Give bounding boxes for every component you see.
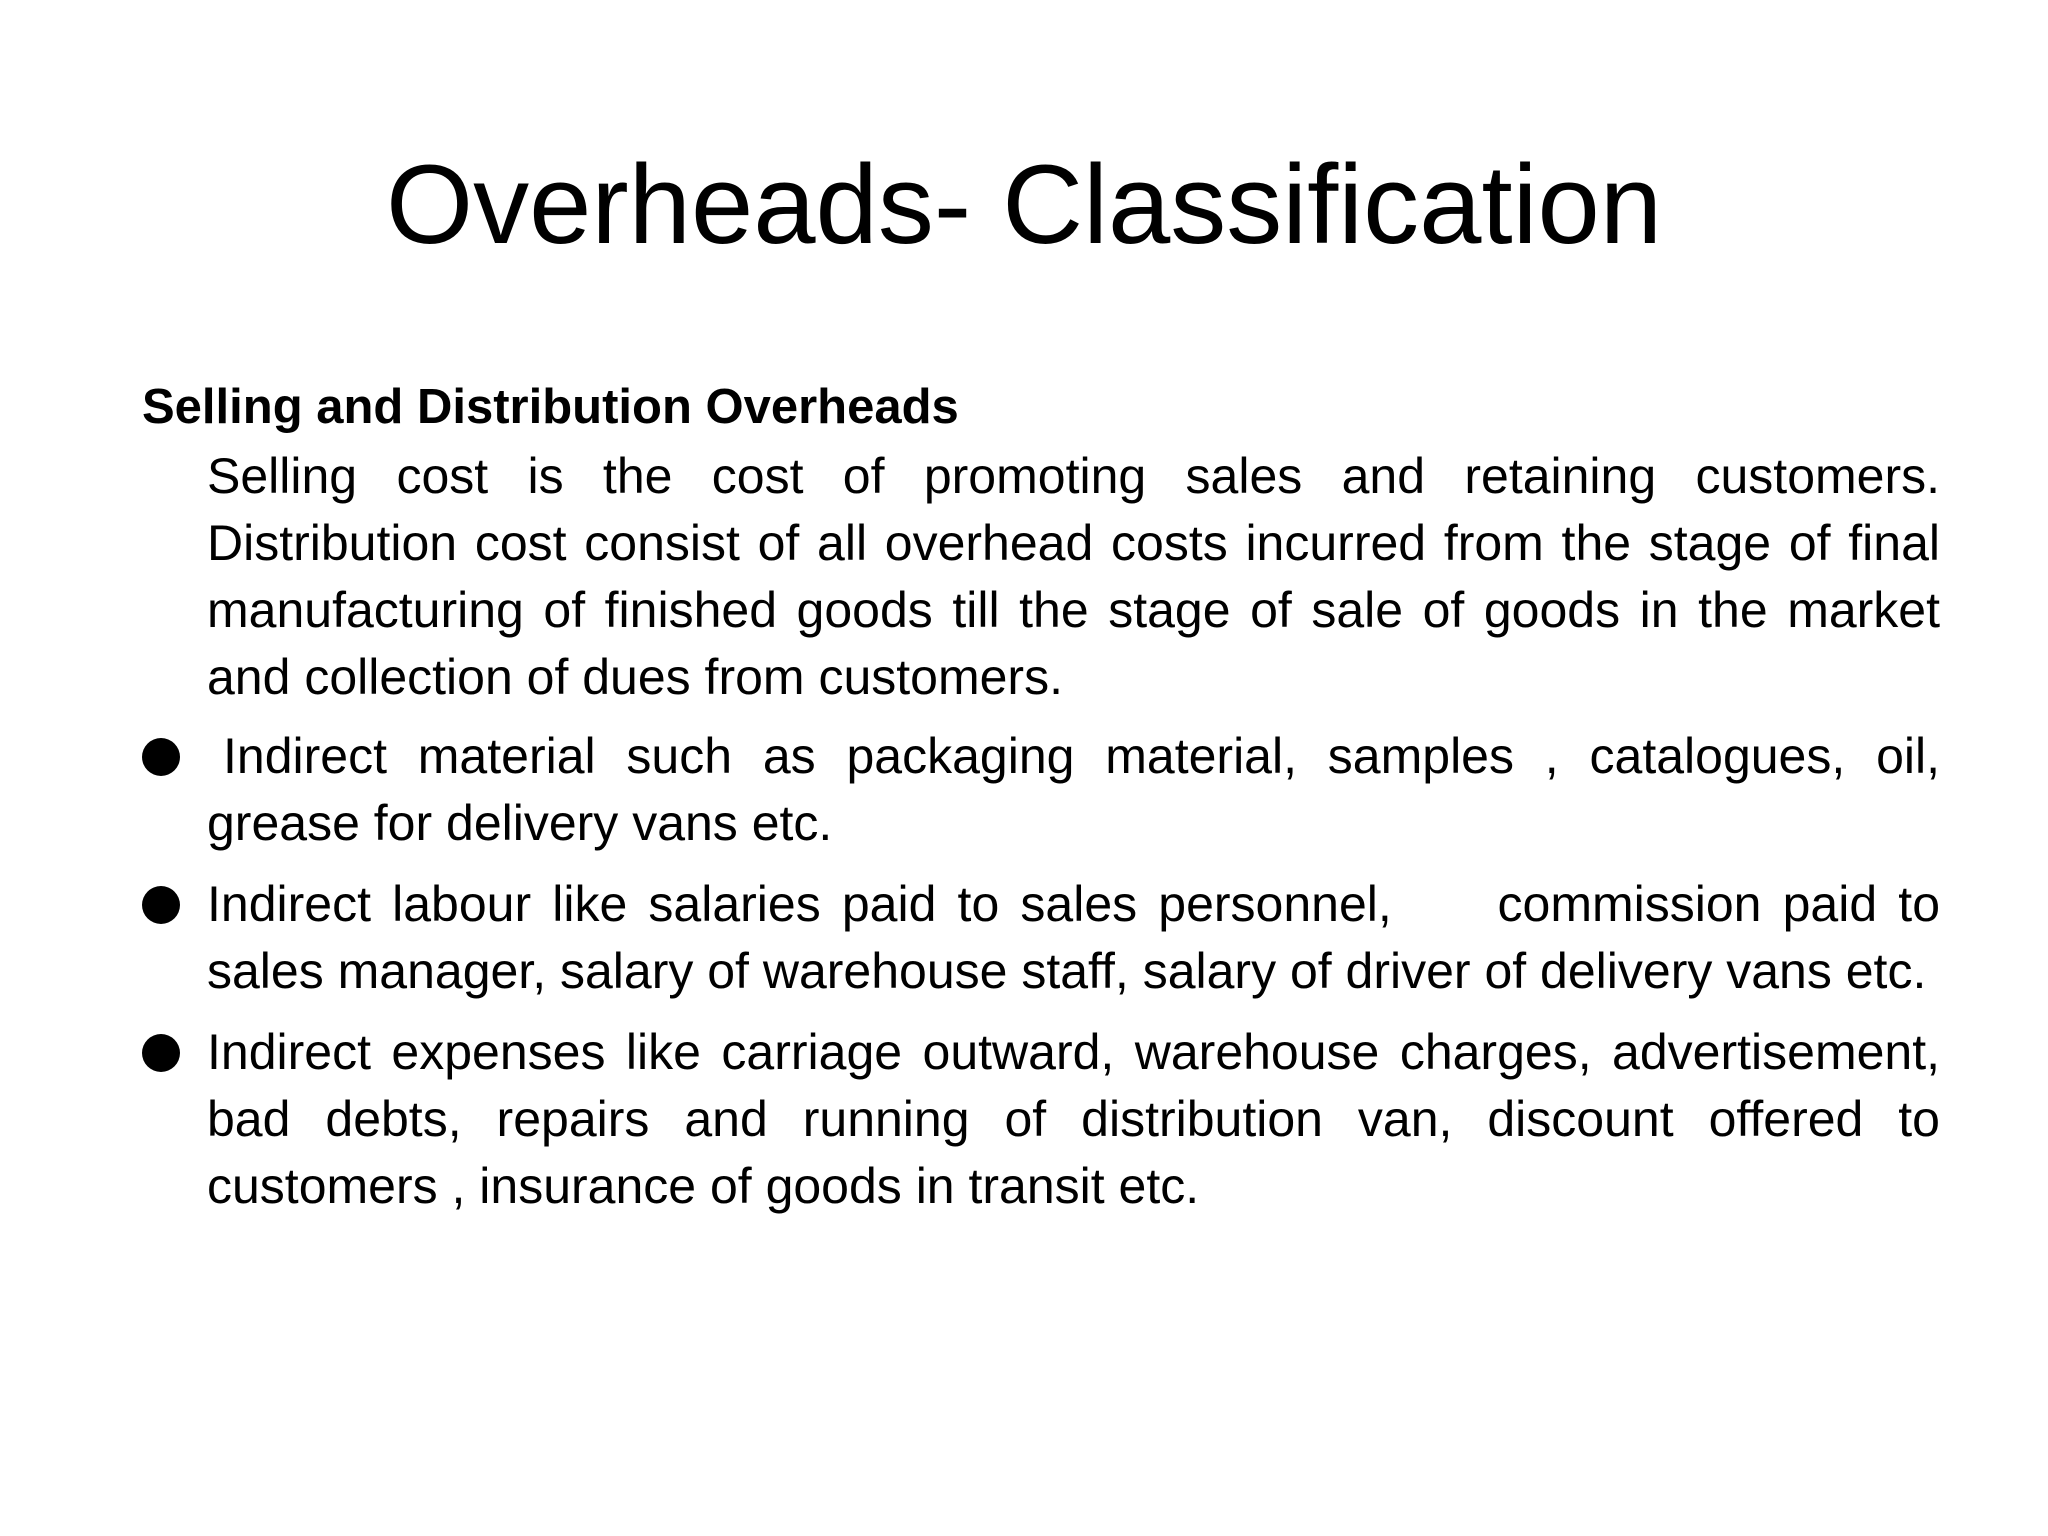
slide-content [142,375,1954,1234]
list-item [142,871,1954,1005]
bullet-text: Indirect expenses like carriage outward, warehouse charges, advertisement, bad debts, repairs and running of distribution van, discount offered to customers , insurance of goods in transit etc. [207,1024,1940,1214]
bullet-icon [142,886,180,924]
bullet-list [142,723,1954,1220]
section-heading: Selling and Distribution Overheads [142,380,959,434]
bullet-icon [142,1034,180,1072]
bullet-text: Indirect material such as packaging material, samples , catalogues, oil, grease for delivery vans etc. [207,728,1940,851]
bullet-icon [142,738,180,776]
bullet-text: Indirect labour like salaries paid to sales personnel, commission paid to sales manager, salary of warehouse staff, salary of driver of delivery vans etc. [207,876,1954,999]
list-item [142,1019,1940,1220]
intro-paragraph: Selling cost is the cost of promoting sales and retaining customers. Distribution cost consist of all overhead costs incurred from the stage of final manufacturing of finished goods till the stage of sale of goods in the market and collection of dues from customers. [207,448,1940,705]
list-item [142,723,1940,857]
slide-title: Overheads- Classification [385,142,1663,267]
